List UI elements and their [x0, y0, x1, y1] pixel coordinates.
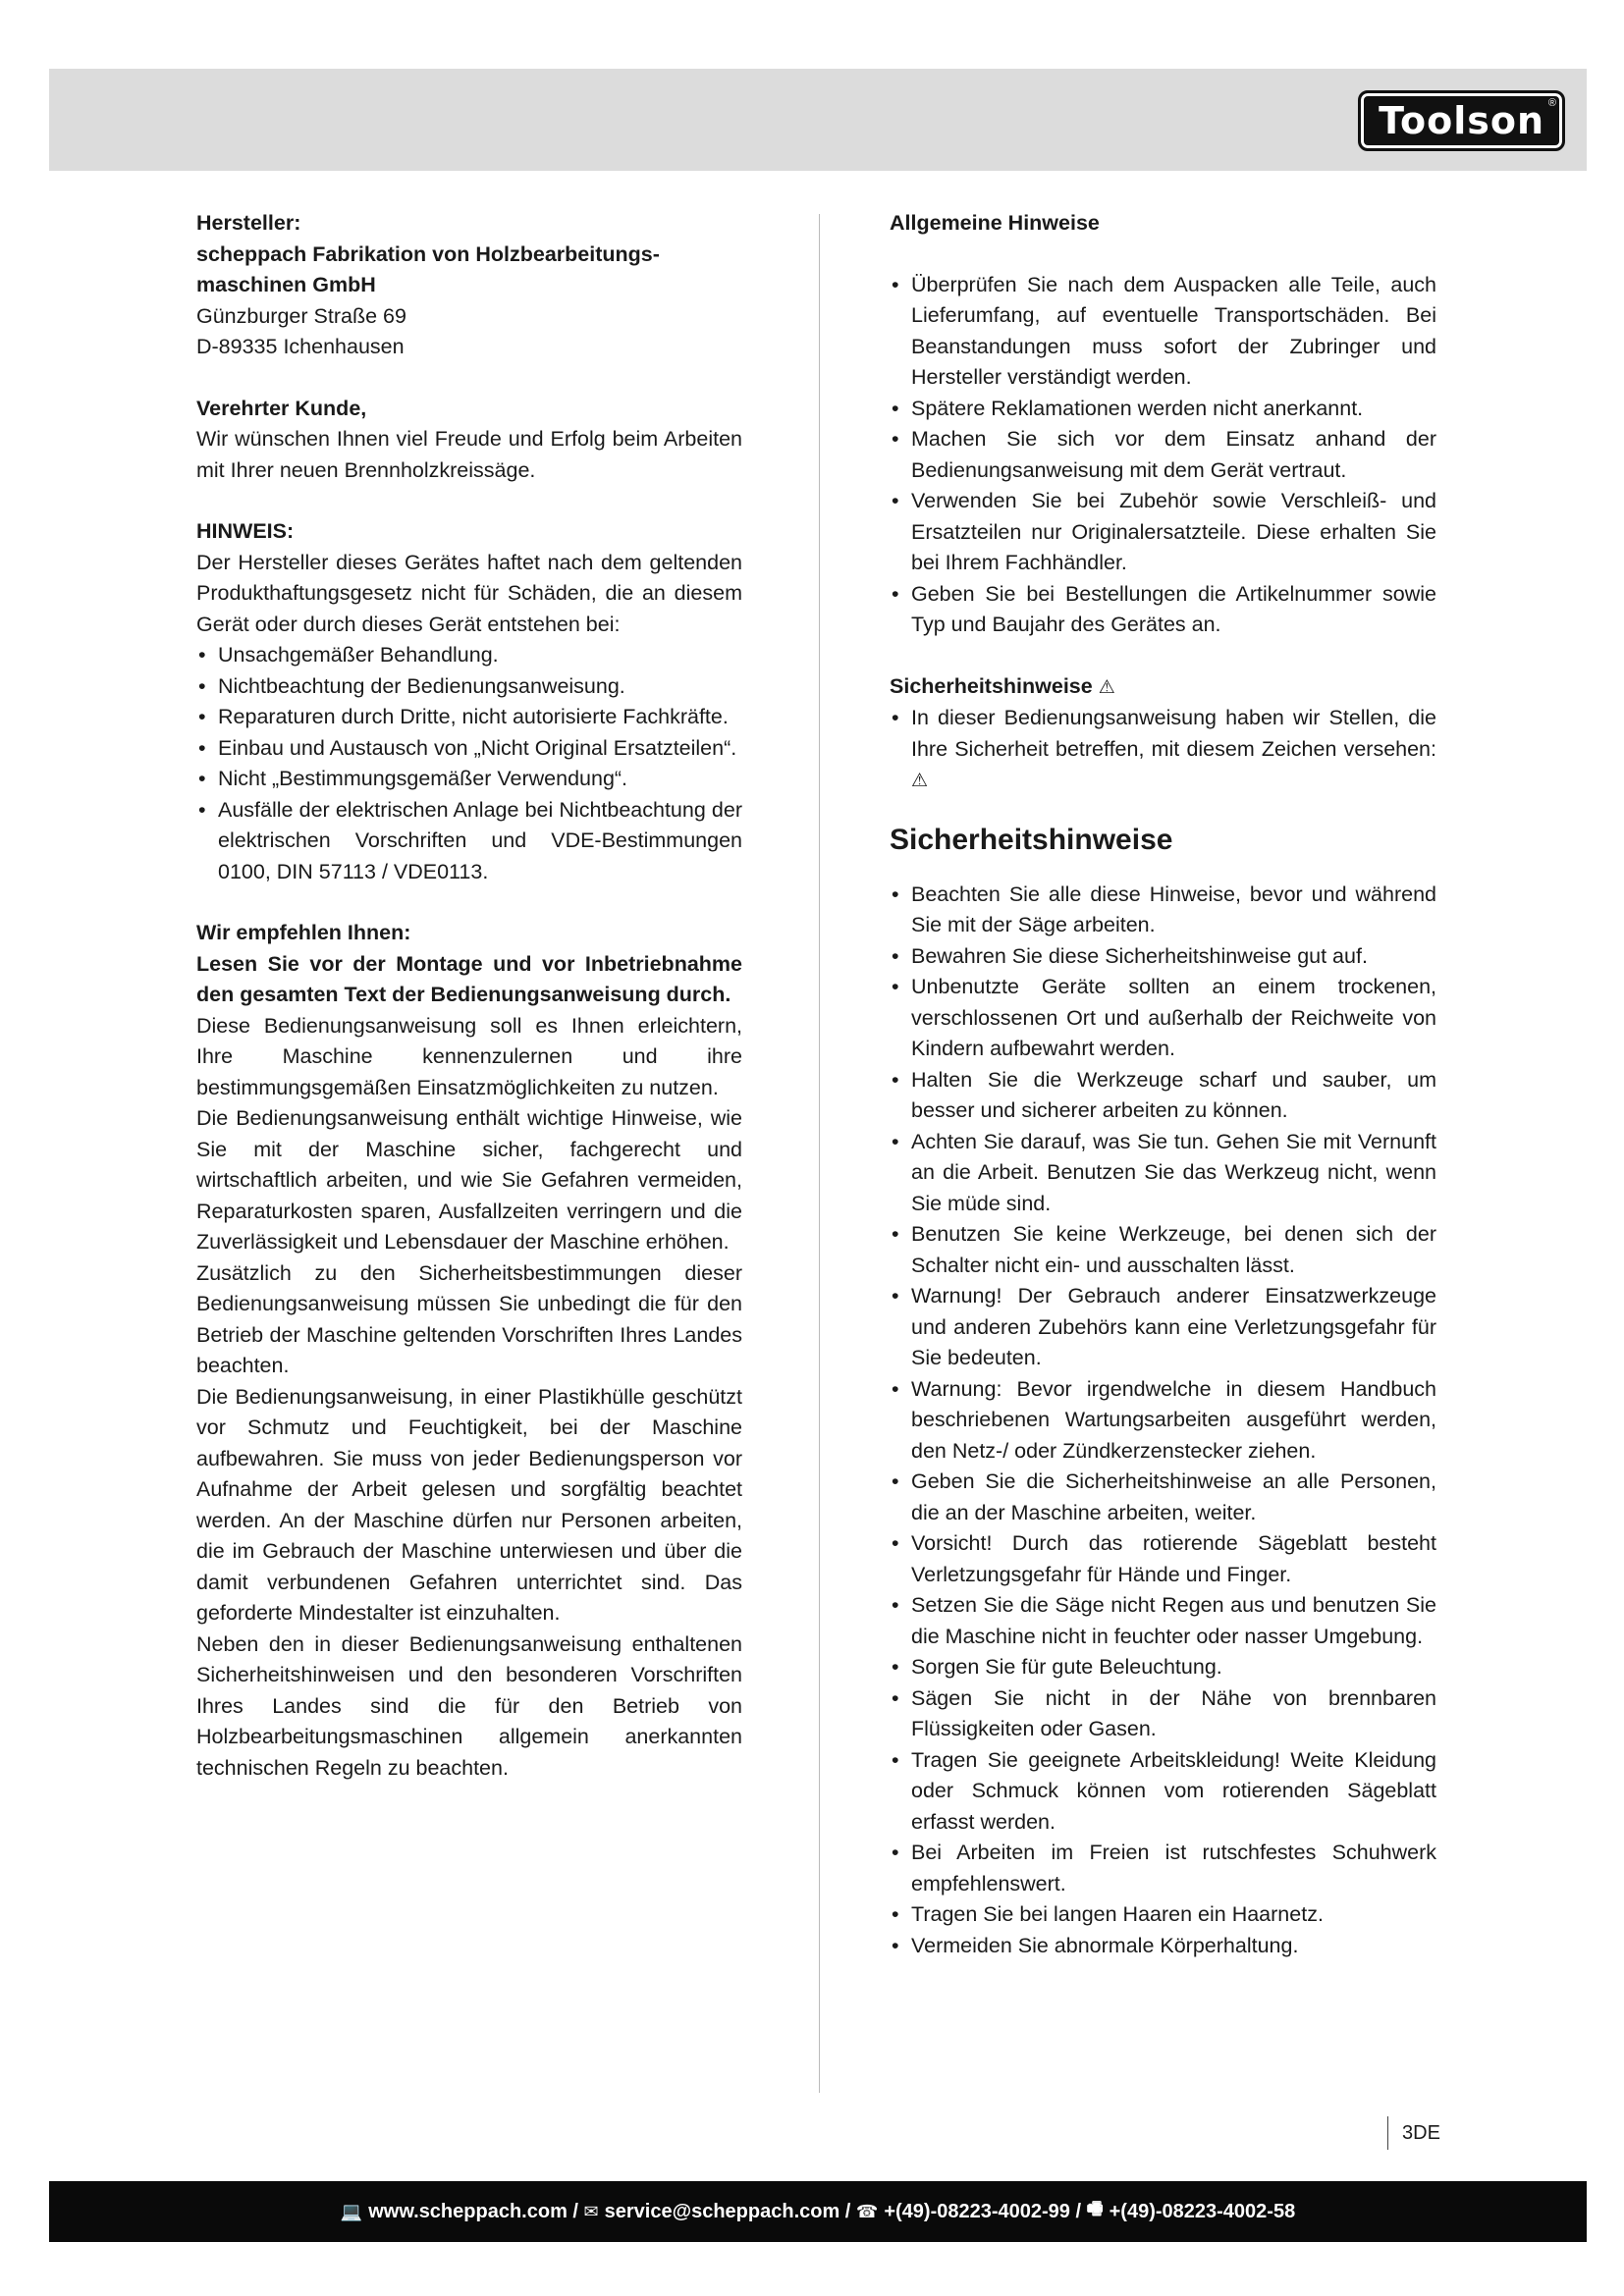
company-line-1: scheppach Fabrikation von Holzbearbeitungs-	[196, 241, 660, 266]
list-item: • Geben Sie bei Bestellungen die Artikelnummer sowie Typ und Baujahr des Gerätes an.	[890, 579, 1436, 641]
safety-heading: Sicherheitshinweise	[890, 823, 1173, 856]
note-block	[196, 516, 742, 887]
footer-separator: /	[1069, 2200, 1087, 2222]
column-divider	[819, 214, 820, 2093]
list-item: • Geben Sie die Sicherheitshinweise an alle Personen, die an der Maschine arbeiten, weiter.	[890, 1467, 1436, 1528]
manufacturer-block	[196, 208, 742, 363]
email-icon: ✉	[583, 2201, 599, 2221]
list-item: • Nichtbeachtung der Bedienungsanweisung.	[196, 671, 742, 703]
list-item: • Benutzen Sie keine Werkzeuge, bei denen sich der Schalter nicht ein- und ausschalten lässt.	[890, 1219, 1436, 1281]
recommend-paragraph: Zusätzlich zu den Sicherheitsbestimmungen dieser Bedienungsanweisung müssen Sie unbedingt die für den Betrieb der Maschine geltenden Vorschriften Ihres Landes beachten.	[196, 1260, 742, 1377]
footer-fax: +(49)-08223-4002-58	[1109, 2200, 1296, 2222]
list-item: • Achten Sie darauf, was Sie tun. Gehen Sie mit Vernunft an die Arbeit. Benutzen Sie das Werkzeug nicht, wenn Sie müde sind.	[890, 1127, 1436, 1220]
warning-triangle-icon: ⚠	[1098, 676, 1115, 698]
safety-note-list	[890, 703, 1436, 797]
safety-list	[890, 880, 1436, 1962]
safety-note-title: Sicherheitshinweise	[890, 673, 1093, 698]
note-list	[196, 640, 742, 887]
list-item: • Tragen Sie bei langen Haaren ein Haarnetz.	[890, 1899, 1436, 1931]
list-item: • Machen Sie sich vor dem Einsatz anhand der Bedienungsanweisung mit dem Gerät vertraut.	[890, 424, 1436, 486]
list-item: • Einbau und Austausch von „Nicht Original Ersatzteilen“.	[196, 733, 742, 765]
list-item: • Spätere Reklamationen werden nicht anerkannt.	[890, 394, 1436, 425]
recommend-paragraph: Die Bedienungsanweisung enthält wichtige Hinweise, wie Sie mit der Maschine sicher, fachgerecht und wirtschaftlich arbeiten, und wie Sie Gefahren vermeiden, Reparaturkosten sparen, Ausfallzeiten verringern und die Zuverlässigkeit und Lebensdauer der Maschine erhöhen.	[196, 1106, 742, 1254]
list-item: • Warnung! Der Gebrauch anderer Einsatzwerkzeuge und anderen Zubehörs kann eine Verletzungsgefahr für Sie bedeuten.	[890, 1281, 1436, 1374]
list-item: • Nicht „Bestimmungsgemäßer Verwendung“.	[196, 764, 742, 795]
footer-web-link[interactable]: www.scheppach.com	[368, 2200, 568, 2222]
computer-icon: 💻	[340, 2201, 363, 2221]
general-title: Allgemeine Hinweise	[890, 211, 1100, 235]
list-item: • Unbenutzte Geräte sollten an einem trockenen, verschlossenen Ort und außerhalb der Reichweite von Kindern aufbewahrt werden.	[890, 972, 1436, 1065]
footer-phone: +(49)-08223-4002-99	[884, 2200, 1070, 2222]
list-item: • Verwenden Sie bei Zubehör sowie Verschleiß- und Ersatzteilen nur Originalersatzteile. Diese erhalten Sie bei Ihrem Fachhändler.	[890, 486, 1436, 579]
list-item: • Vorsicht! Durch das rotierende Sägeblatt besteht Verletzungsgefahr für Hände und Finger.	[890, 1528, 1436, 1590]
list-item	[890, 703, 1436, 797]
list-item: • Bei Arbeiten im Freien ist rutschfestes Schuhwerk empfehlenswert.	[890, 1838, 1436, 1899]
footer-email-link[interactable]: service@scheppach.com	[604, 2200, 840, 2222]
greeting-title: Verehrter Kunde,	[196, 396, 367, 420]
footer-band	[49, 2181, 1587, 2242]
list-item: • Beachten Sie alle diese Hinweise, bevor und während Sie mit der Säge arbeiten.	[890, 880, 1436, 941]
registered-mark: ®	[1547, 97, 1556, 109]
left-column	[196, 208, 742, 1784]
street: Günzburger Straße 69	[196, 303, 406, 328]
city: D-89335 Ichenhausen	[196, 335, 405, 358]
footer-separator: /	[839, 2200, 856, 2222]
list-item: • Tragen Sie geeignete Arbeitskleidung! Weite Kleidung oder Schmuck können vom rotierenden Sägeblatt erfasst werden.	[890, 1745, 1436, 1839]
greeting-block	[196, 394, 742, 487]
recommend-emphasis: Lesen Sie vor der Montage und vor Inbetriebnahme den gesamten Text der Bedienungsanweisung durch.	[196, 951, 742, 1006]
company-line-2: maschinen GmbH	[196, 273, 376, 296]
footer-separator: /	[567, 2200, 584, 2222]
page-number-block	[1387, 2116, 1440, 2150]
logo-text: Toolson	[1379, 99, 1544, 142]
general-list	[890, 270, 1436, 641]
list-item: • Überprüfen Sie nach dem Auspacken alle Teile, auch Lieferumfang, auf eventuelle Transportschäden. Bei Beanstandungen muss sofort der Zubringer und Hersteller verständigt werden.	[890, 270, 1436, 394]
list-item: • Bewahren Sie diese Sicherheitshinweise gut auf.	[890, 941, 1436, 973]
general-block	[890, 208, 1436, 641]
toolson-logo	[1358, 90, 1565, 151]
recommend-paragraph: Die Bedienungsanweisung, in einer Plastikhülle geschützt vor Schmutz und Feuchtigkeit, bei der Maschine aufbewahren. Sie muss von jeder Bedienungsperson vor Aufnahme der Arbeit gelesen und sorgfältig beachtet werden. An der Maschine dürfen nur Personen arbeiten, die im Gebrauch der Maschine unterwiesen und über die damit verbundenen Gefahren unterrichtet sind. Das geforderte Mindestalter ist einzuhalten.	[196, 1384, 742, 1625]
list-item: • Warnung: Bevor irgendwelche in diesem Handbuch beschriebenen Wartungsarbeiten ausgeführt werden, den Netz-/ oder Zündkerzenstecker ziehen.	[890, 1374, 1436, 1468]
safety-note-title-line	[890, 671, 1436, 704]
recommend-title: Wir empfehlen Ihnen:	[196, 921, 411, 944]
list-item: • Halten Sie die Werkzeuge scharf und sauber, um besser und sicherer arbeiten zu können.	[890, 1065, 1436, 1127]
fax-icon: 🖷	[1086, 2199, 1104, 2218]
recommend-paragraph: Diese Bedienungsanweisung soll es Ihnen erleichtern, Ihre Maschine kennenzulernen und ihre bestimmungsgemäßen Einsatzmöglichkeiten zu nutzen.	[196, 1013, 742, 1099]
recommend-block	[196, 918, 742, 1784]
list-item: • Setzen Sie die Säge nicht Regen aus und benutzen Sie die Maschine nicht in feuchter oder nasser Umgebung.	[890, 1590, 1436, 1652]
list-item: • Vermeiden Sie abnormale Körperhaltung.	[890, 1931, 1436, 1962]
phone-icon: ☎	[855, 2201, 879, 2221]
list-item: • Unsachgemäßer Behandlung.	[196, 640, 742, 671]
header-band	[49, 69, 1587, 171]
right-column	[890, 208, 1436, 1961]
recommend-paragraph: Neben den in dieser Bedienungsanweisung enthaltenen Sicherheitshinweisen und den besonderen Vorschriften Ihres Landes sind die für den Betrieb von Holzbearbeitungsmaschinen allgemein anerkannten technischen Regeln zu beachten.	[196, 1631, 742, 1780]
warning-triangle-icon: ⚠	[911, 771, 929, 791]
page-number-bar	[1387, 2116, 1388, 2150]
note-title: HINWEIS:	[196, 519, 295, 543]
manufacturer-label: Hersteller:	[196, 211, 301, 235]
greeting-text: Wir wünschen Ihnen viel Freude und Erfolg beim Arbeiten mit Ihrer neuen Brennholzkreissäge.	[196, 427, 742, 482]
list-item: • Sägen Sie nicht in der Nähe von brennbaren Flüssigkeiten oder Gasen.	[890, 1683, 1436, 1745]
safety-note-text: In dieser Bedienungsanweisung haben wir Stellen, die Ihre Sicherheit betreffen, mit diesem Zeichen versehen:	[911, 706, 1436, 761]
safety-note-block	[890, 671, 1436, 797]
list-item: • Reparaturen durch Dritte, nicht autorisierte Fachkräfte.	[196, 702, 742, 733]
page-number: 3DE	[1402, 2121, 1440, 2144]
note-text: Der Hersteller dieses Gerätes haftet nach dem geltenden Produkthaftungsgesetz nicht für Schäden, die an diesem Gerät oder durch dieses Gerät entstehen bei:	[196, 550, 742, 636]
list-item: • Sorgen Sie für gute Beleuchtung.	[890, 1652, 1436, 1683]
list-item: • Ausfälle der elektrischen Anlage bei Nichtbeachtung der elektrischen Vorschriften und VDE-Bestimmungen 0100, DIN 57113 / VDE0113.	[196, 795, 742, 888]
